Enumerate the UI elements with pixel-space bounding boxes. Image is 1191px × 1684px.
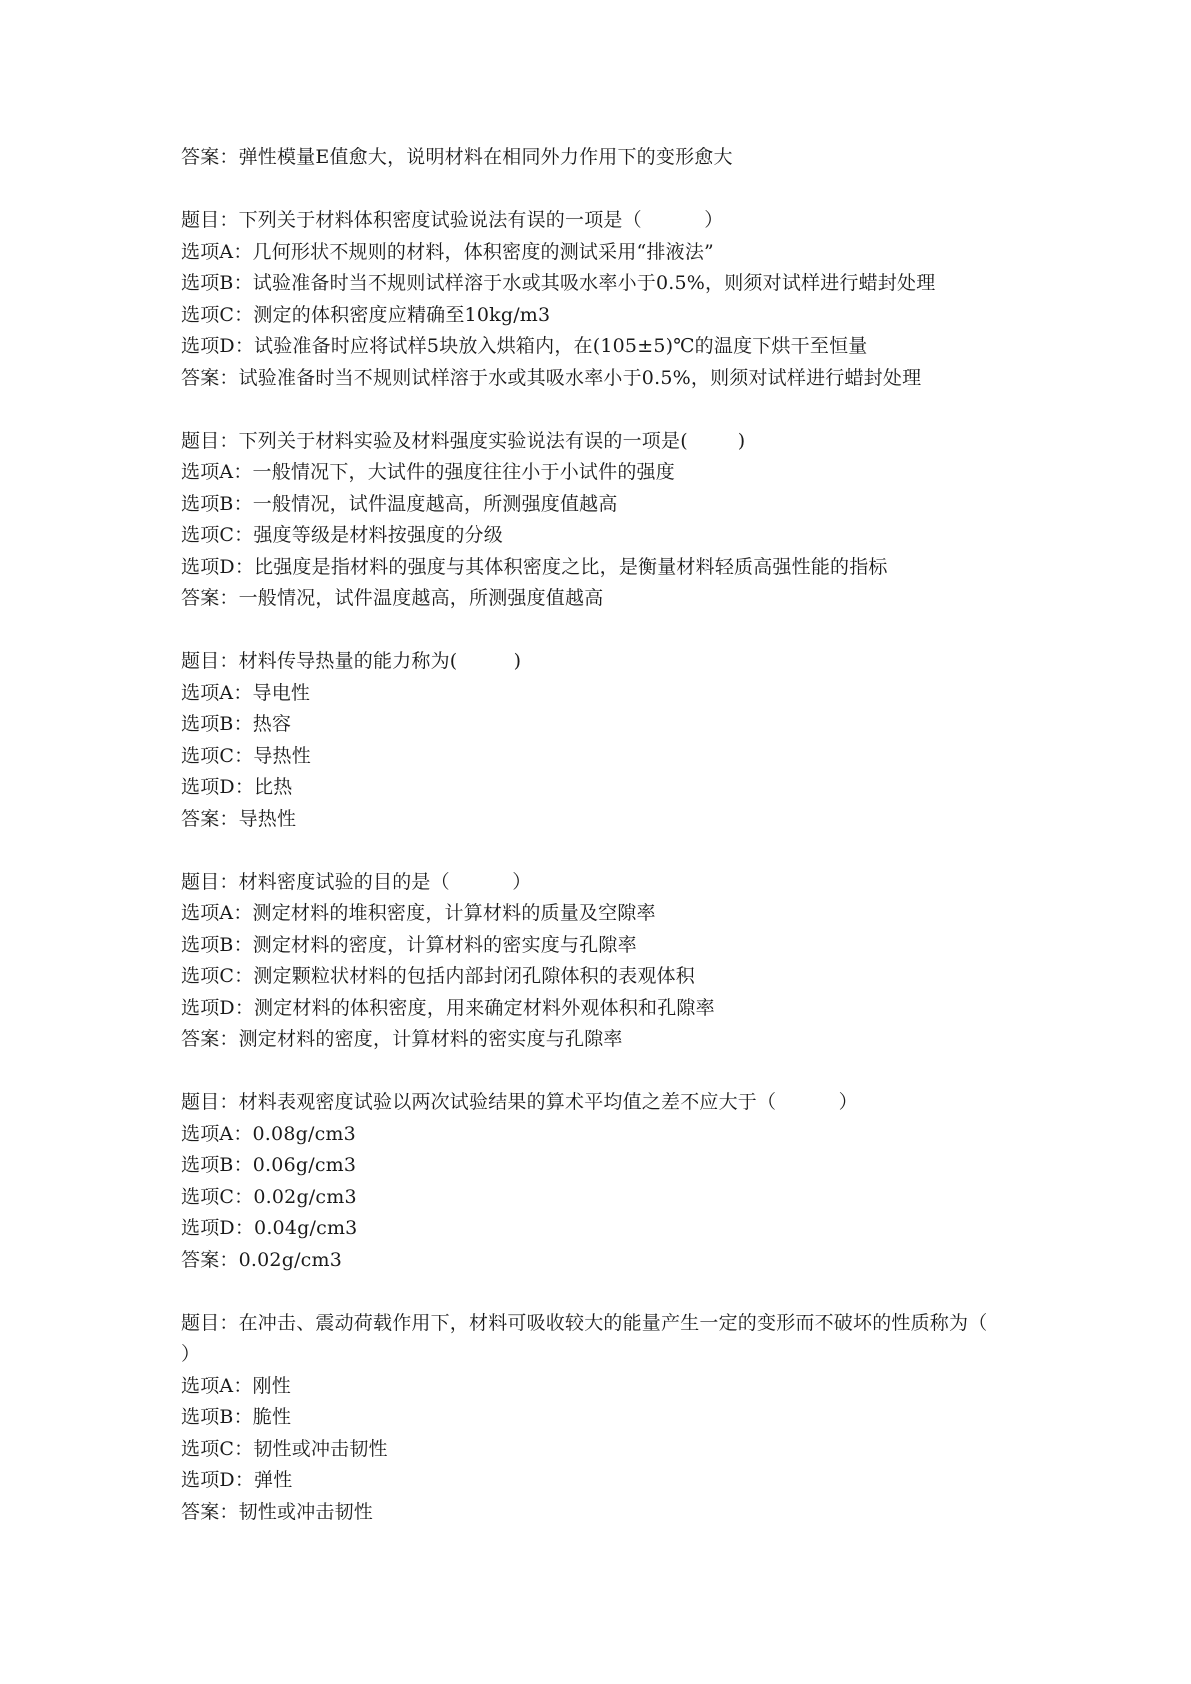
option-a: 选项A：测定材料的堆积密度，计算材料的质量及空隙率: [181, 902, 656, 924]
document-content: [181, 142, 1044, 1528]
option-a: 选项A：一般情况下，大试件的强度往往小于小试件的强度: [181, 461, 675, 483]
option-c: 选项C：强度等级是材料按强度的分级: [181, 524, 503, 546]
option-c: 选项C：导热性: [181, 744, 311, 767]
option-c: 选项C：测定的体积密度应精确至10kg/m3: [181, 303, 551, 326]
question-block-2: [181, 426, 1021, 615]
option-b: 选项B：0.06g/cm3: [181, 1154, 357, 1176]
answer-text: 答案：一般情况，试件温度越高，所测强度值越高: [181, 587, 604, 609]
answer-text: 答案：试验准备时当不规则试样溶于水或其吸水率小于0.5%，则须对试样进行蜡封处理: [181, 366, 922, 389]
question-text: 题目：材料传导热量的能力称为( ): [181, 650, 522, 672]
option-d: 选项D：弹性: [181, 1469, 293, 1491]
option-a: 选项A：几何形状不规则的材料，体积密度的测试采用“排液法”: [181, 240, 714, 263]
question-text: 题目：在冲击、震动荷载作用下，材料可吸收较大的能量产生一定的变形而不破坏的性质称为（ ）: [181, 1311, 1044, 1365]
question-text: 题目：下列关于材料体积密度试验说法有误的一项是（ ）: [181, 209, 724, 231]
option-d: 选项D：0.04g/cm3: [181, 1217, 358, 1239]
question-block-6: [181, 1308, 1044, 1529]
option-a: 选项A：刚性: [181, 1374, 291, 1397]
question-block-3: [181, 646, 1021, 835]
option-b: 选项B：试验准备时当不规则试样溶于水或其吸水率小于0.5%，则须对试样进行蜡封处理: [181, 272, 936, 294]
answer-text: 答案：0.02g/cm3: [181, 1248, 343, 1271]
option-c: 选项C：韧性或冲击韧性: [181, 1437, 388, 1460]
option-b: 选项B：一般情况，试件温度越高，所测强度值越高: [181, 492, 618, 515]
option-c: 选项C：0.02g/cm3: [181, 1185, 357, 1208]
question-text: 题目：下列关于材料实验及材料强度实验说法有误的一项是( ): [181, 429, 746, 452]
lead-answer: 答案：弹性模量E值愈大，说明材料在相同外力作用下的变形愈大: [181, 146, 733, 168]
option-a: 选项A：导电性: [181, 681, 311, 704]
option-a: 选项A：0.08g/cm3: [181, 1122, 356, 1145]
option-d: 选项D：比热: [181, 776, 293, 798]
option-d: 选项D：比强度是指材料的强度与其体积密度之比，是衡量材料轻质高强性能的指标: [181, 555, 888, 578]
option-b: 选项B：测定材料的密度，计算材料的密实度与孔隙率: [181, 933, 637, 956]
answer-text: 答案：导热性: [181, 807, 297, 830]
question-block-1: [181, 205, 1021, 394]
option-d: 选项D：试验准备时应将试样5块放入烘箱内，在(105±5)℃的温度下烘干至恒量: [181, 335, 868, 357]
question-block-4: [181, 867, 1021, 1056]
option-d: 选项D：测定材料的体积密度，用来确定材料外观体积和孔隙率: [181, 996, 715, 1019]
answer-text: 答案：韧性或冲击韧性: [181, 1500, 374, 1523]
option-c: 选项C：测定颗粒状材料的包括内部封闭孔隙体积的表观体积: [181, 965, 695, 987]
option-b: 选项B：脆性: [181, 1406, 292, 1428]
answer-text: 答案：测定材料的密度，计算材料的密实度与孔隙率: [181, 1028, 623, 1050]
question-block-5: [181, 1087, 1021, 1276]
question-text: 题目：材料表观密度试验以两次试验结果的算术平均值之差不应大于（ ）: [181, 1091, 858, 1113]
option-b: 选项B：热容: [181, 713, 292, 735]
question-text: 题目：材料密度试验的目的是（ ）: [181, 870, 532, 893]
